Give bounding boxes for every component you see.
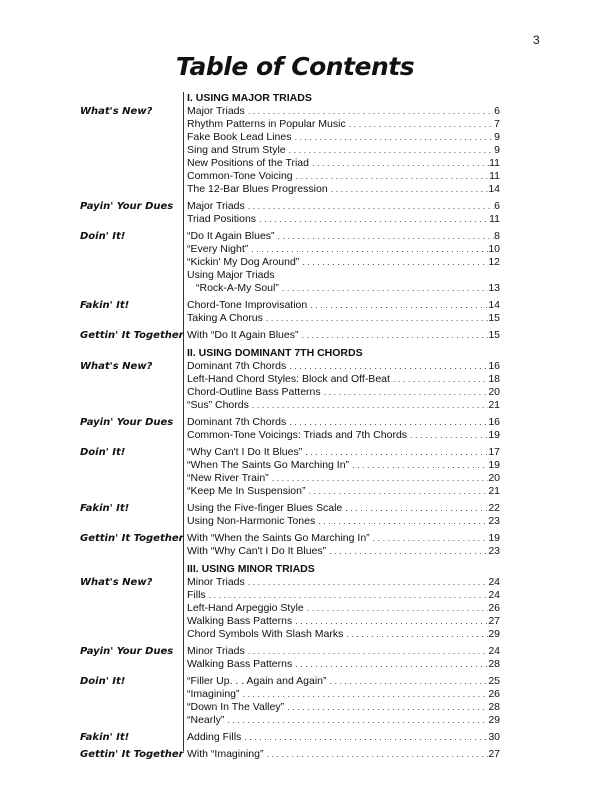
toc-entry[interactable]	[187, 446, 500, 459]
toc-section	[0, 563, 600, 761]
dot-leader	[263, 312, 488, 325]
toc-entry[interactable]	[187, 485, 500, 498]
toc-entry[interactable]	[187, 645, 500, 658]
entry-title: “Imagining”	[187, 688, 240, 700]
toc-group	[0, 446, 600, 498]
entry-title: “When The Saints Go Marching In”	[187, 459, 350, 471]
entry-title: “New River Train”	[187, 472, 269, 484]
entry-title: “Kickin' My Dog Around”	[187, 256, 300, 268]
entry-page-number: 23	[488, 515, 500, 527]
toc-entry[interactable]	[187, 675, 500, 688]
dot-leader	[206, 589, 489, 602]
toc-entry[interactable]	[187, 602, 500, 615]
group-label: Doin' It!	[80, 231, 126, 242]
toc-group	[0, 105, 600, 196]
entry-page-number: 29	[488, 714, 500, 726]
toc-entry[interactable]	[187, 399, 500, 412]
toc-entry[interactable]	[187, 628, 500, 641]
entry-page-number: 21	[488, 399, 500, 411]
entry-title: Chord-Outline Bass Patterns	[187, 386, 321, 398]
dot-leader	[304, 602, 489, 615]
group-label: Doin' It!	[80, 676, 126, 687]
entry-title: Walking Bass Patterns	[187, 615, 293, 627]
toc-entry[interactable]	[187, 658, 500, 671]
toc-entry[interactable]	[187, 731, 500, 744]
toc-entry[interactable]	[187, 170, 500, 183]
page-number: 3	[533, 33, 540, 47]
entry-title: With “Why Can't I Do It Blues”	[187, 545, 327, 557]
entry-title: Dominant 7th Chords	[187, 360, 287, 372]
group-label: Payin' Your Dues	[80, 417, 174, 428]
toc-entry[interactable]	[187, 615, 500, 628]
toc-entry[interactable]	[187, 360, 500, 373]
entry-page-number: 15	[488, 329, 500, 341]
group-label: Fakin' It!	[80, 503, 130, 514]
dot-leader	[269, 472, 489, 485]
dot-leader	[346, 118, 494, 131]
group-label: Gettin' It Together	[80, 330, 184, 341]
page-title: Table of Contents	[175, 52, 415, 81]
group-label: Fakin' It!	[80, 300, 130, 311]
entry-page-number: 9	[494, 144, 500, 156]
toc-group	[0, 731, 600, 744]
entry-page-number: 27	[488, 615, 500, 627]
toc-group	[0, 360, 600, 412]
entry-page-number: 28	[488, 658, 500, 670]
toc-group	[0, 502, 600, 528]
group-label: Payin' Your Dues	[80, 646, 174, 657]
entry-title: Adding Fills	[187, 731, 242, 743]
entry-page-number: 26	[488, 688, 500, 700]
group-label: Doin' It!	[80, 447, 126, 458]
entry-page-number: 19	[488, 459, 500, 471]
entry-page-number: 19	[488, 532, 500, 544]
group-label: Fakin' It!	[80, 732, 130, 743]
toc-group	[0, 329, 600, 342]
toc-entry[interactable]	[187, 282, 500, 295]
dot-leader	[248, 243, 488, 256]
entry-page-number: 13	[488, 282, 500, 294]
toc-entry[interactable]	[187, 589, 500, 602]
toc-entry[interactable]	[187, 118, 500, 131]
dot-leader	[299, 256, 488, 269]
entry-page-number: 24	[488, 589, 500, 601]
entry-page-number: 10	[488, 243, 500, 255]
toc-group	[0, 675, 600, 727]
group-label: Payin' Your Dues	[80, 201, 174, 212]
entry-title: Minor Triads	[187, 645, 245, 657]
dot-leader	[241, 731, 488, 744]
entry-title: Triad Positions	[187, 213, 257, 225]
dot-leader	[256, 213, 489, 226]
entry-page-number: 18	[488, 373, 500, 385]
section-heading: I. USING MAJOR TRIADS	[187, 92, 312, 104]
toc-entry[interactable]	[187, 157, 500, 170]
toc-group	[0, 576, 600, 641]
entry-title: “Sus” Chords	[187, 399, 249, 411]
toc-entry[interactable]	[187, 459, 500, 472]
dot-leader	[245, 645, 489, 658]
entry-page-number: 22	[488, 502, 500, 514]
toc-group	[0, 532, 600, 558]
toc-entry[interactable]	[187, 515, 500, 528]
entry-page-number: 11	[489, 157, 500, 169]
dot-leader	[305, 485, 488, 498]
group-label: What's New?	[80, 361, 153, 372]
dot-leader	[249, 399, 488, 412]
entry-title: Left-Hand Arpeggio Style	[187, 602, 304, 614]
toc-entry[interactable]	[187, 269, 500, 282]
entry-title: “Nearly”	[187, 714, 225, 726]
entry-page-number: 16	[488, 360, 500, 372]
toc-group	[0, 748, 600, 761]
group-label: What's New?	[80, 577, 153, 588]
dot-leader	[292, 615, 488, 628]
entry-page-number: 7	[494, 118, 500, 130]
toc-section	[0, 92, 600, 342]
entry-title: The 12-Bar Blues Progression	[187, 183, 328, 195]
entry-title: Walking Bass Patterns	[187, 658, 293, 670]
toc-group	[0, 645, 600, 671]
entry-title: Major Triads	[187, 200, 245, 212]
dot-leader	[286, 144, 495, 157]
dot-leader	[370, 532, 489, 545]
toc-entry[interactable]	[187, 748, 500, 761]
dot-leader	[309, 157, 489, 170]
entry-page-number: 25	[488, 675, 500, 687]
dot-leader	[293, 170, 489, 183]
entry-title: Sing and Strum Style	[187, 144, 286, 156]
entry-page-number: 23	[488, 545, 500, 557]
entry-page-number: 24	[488, 645, 500, 657]
entry-page-number: 21	[488, 485, 500, 497]
dot-leader	[292, 131, 495, 144]
toc-group	[0, 230, 600, 295]
entry-page-number: 6	[494, 200, 500, 212]
toc-group	[0, 200, 600, 226]
dot-leader	[343, 628, 488, 641]
entry-page-number: 26	[488, 602, 500, 614]
entry-title: Using the Five-finger Blues Scale	[187, 502, 343, 514]
dot-leader	[315, 515, 488, 528]
toc-section	[0, 347, 600, 558]
entry-title: Using Non-Harmonic Tones	[187, 515, 316, 527]
toc-entry[interactable]	[187, 416, 500, 429]
toc-entry[interactable]	[187, 429, 500, 442]
entry-page-number: 24	[488, 576, 500, 588]
entry-title: Rhythm Patterns in Popular Music	[187, 118, 346, 130]
toc-entry[interactable]	[187, 576, 500, 589]
toc-entry[interactable]	[187, 373, 500, 386]
entry-title: “Do It Again Blues”	[187, 230, 275, 242]
toc-group	[0, 416, 600, 442]
toc-entry[interactable]	[187, 502, 500, 515]
toc-entry[interactable]	[187, 472, 500, 485]
dot-leader	[302, 446, 488, 459]
entry-page-number: 20	[488, 386, 500, 398]
toc-entry[interactable]	[187, 183, 500, 196]
entry-title: With “When the Saints Go Marching In”	[187, 532, 370, 544]
group-label: Gettin' It Together	[80, 533, 184, 544]
dot-leader	[327, 675, 489, 688]
toc-group	[0, 299, 600, 325]
entry-title: Left-Hand Chord Styles: Block and Off-Beat	[187, 373, 390, 385]
dot-leader	[342, 502, 488, 515]
entry-page-number: 28	[488, 701, 500, 713]
entry-title: Fake Book Lead Lines	[187, 131, 292, 143]
dot-leader	[224, 714, 488, 727]
entry-title: New Positions of the Triad	[187, 157, 309, 169]
toc-entry[interactable]	[187, 545, 500, 558]
dot-leader	[245, 105, 494, 118]
toc-entry[interactable]	[187, 200, 500, 213]
entry-title: Chord Symbols With Slash Marks	[187, 628, 344, 640]
dot-leader	[284, 701, 488, 714]
dot-leader	[275, 230, 495, 243]
dot-leader	[245, 576, 489, 589]
toc-entry[interactable]	[187, 386, 500, 399]
dot-leader	[307, 299, 488, 312]
toc-entry[interactable]	[187, 688, 500, 701]
toc-entry[interactable]	[187, 105, 500, 118]
entry-title: Major Triads	[187, 105, 245, 117]
entry-title: “Filler Up. . . Again and Again”	[187, 675, 327, 687]
entry-title: With “Imagining”	[187, 748, 264, 760]
toc-entry[interactable]	[187, 714, 500, 727]
dot-leader	[328, 183, 489, 196]
entry-page-number: 14	[488, 299, 500, 311]
toc-entry[interactable]	[187, 701, 500, 714]
entry-page-number: 12	[488, 256, 500, 268]
entry-page-number: 14	[488, 183, 500, 195]
entry-title: “Down In The Valley”	[187, 701, 285, 713]
entry-page-number: 29	[488, 628, 500, 640]
entry-page-number: 8	[494, 230, 500, 242]
entry-page-number: 27	[488, 748, 500, 760]
dot-leader	[390, 373, 488, 386]
dot-leader	[326, 545, 488, 558]
group-label: What's New?	[80, 106, 153, 117]
entry-page-number: 19	[488, 429, 500, 441]
section-heading: II. USING DOMINANT 7TH CHORDS	[187, 347, 363, 359]
entry-title: Using Major Triads	[187, 269, 275, 281]
entry-title: Common-Tone Voicing	[187, 170, 293, 182]
toc-entry[interactable]	[187, 312, 500, 325]
table-of-contents	[0, 92, 600, 766]
toc-entry[interactable]	[187, 329, 500, 342]
entry-title: With “Do It Again Blues”	[187, 329, 299, 341]
entry-title: “Every Night”	[187, 243, 249, 255]
dot-leader	[292, 658, 488, 671]
entry-page-number: 17	[488, 446, 500, 458]
toc-entry[interactable]	[187, 131, 500, 144]
entry-title: Minor Triads	[187, 576, 245, 588]
entry-page-number: 9	[494, 131, 500, 143]
toc-entry[interactable]	[187, 230, 500, 243]
toc-entry[interactable]	[187, 532, 500, 545]
toc-entry[interactable]	[187, 144, 500, 157]
dot-leader	[263, 748, 488, 761]
entry-page-number: 15	[488, 312, 500, 324]
dot-leader	[245, 200, 494, 213]
toc-entry[interactable]	[187, 243, 500, 256]
entry-page-number: 30	[488, 731, 500, 743]
entry-title: “Rock-A-My Soul”	[196, 282, 279, 294]
dot-leader	[321, 386, 489, 399]
entry-title: “Keep Me In Suspension”	[187, 485, 306, 497]
entry-title: Taking A Chorus	[187, 312, 263, 324]
entry-page-number: 6	[494, 105, 500, 117]
dot-leader	[349, 459, 488, 472]
toc-entry[interactable]	[187, 256, 500, 269]
entry-page-number: 20	[488, 472, 500, 484]
entry-title: Chord-Tone Improvisation	[187, 299, 308, 311]
entry-page-number: 11	[489, 213, 500, 225]
toc-entry[interactable]	[187, 299, 500, 312]
entry-page-number: 11	[489, 170, 500, 182]
group-label: Gettin' It Together	[80, 749, 184, 760]
dot-leader	[407, 429, 488, 442]
section-heading: III. USING MINOR TRIADS	[187, 563, 315, 575]
toc-entry[interactable]	[187, 213, 500, 226]
dot-leader	[286, 416, 488, 429]
dot-leader	[240, 688, 489, 701]
entry-title: Common-Tone Voicings: Triads and 7th Chords	[187, 429, 408, 441]
dot-leader	[298, 329, 488, 342]
entry-page-number: 16	[488, 416, 500, 428]
dot-leader	[279, 282, 488, 295]
entry-title: “Why Can't I Do It Blues”	[187, 446, 303, 458]
entry-title: Fills	[187, 589, 206, 601]
dot-leader	[286, 360, 488, 373]
entry-title: Dominant 7th Chords	[187, 416, 287, 428]
